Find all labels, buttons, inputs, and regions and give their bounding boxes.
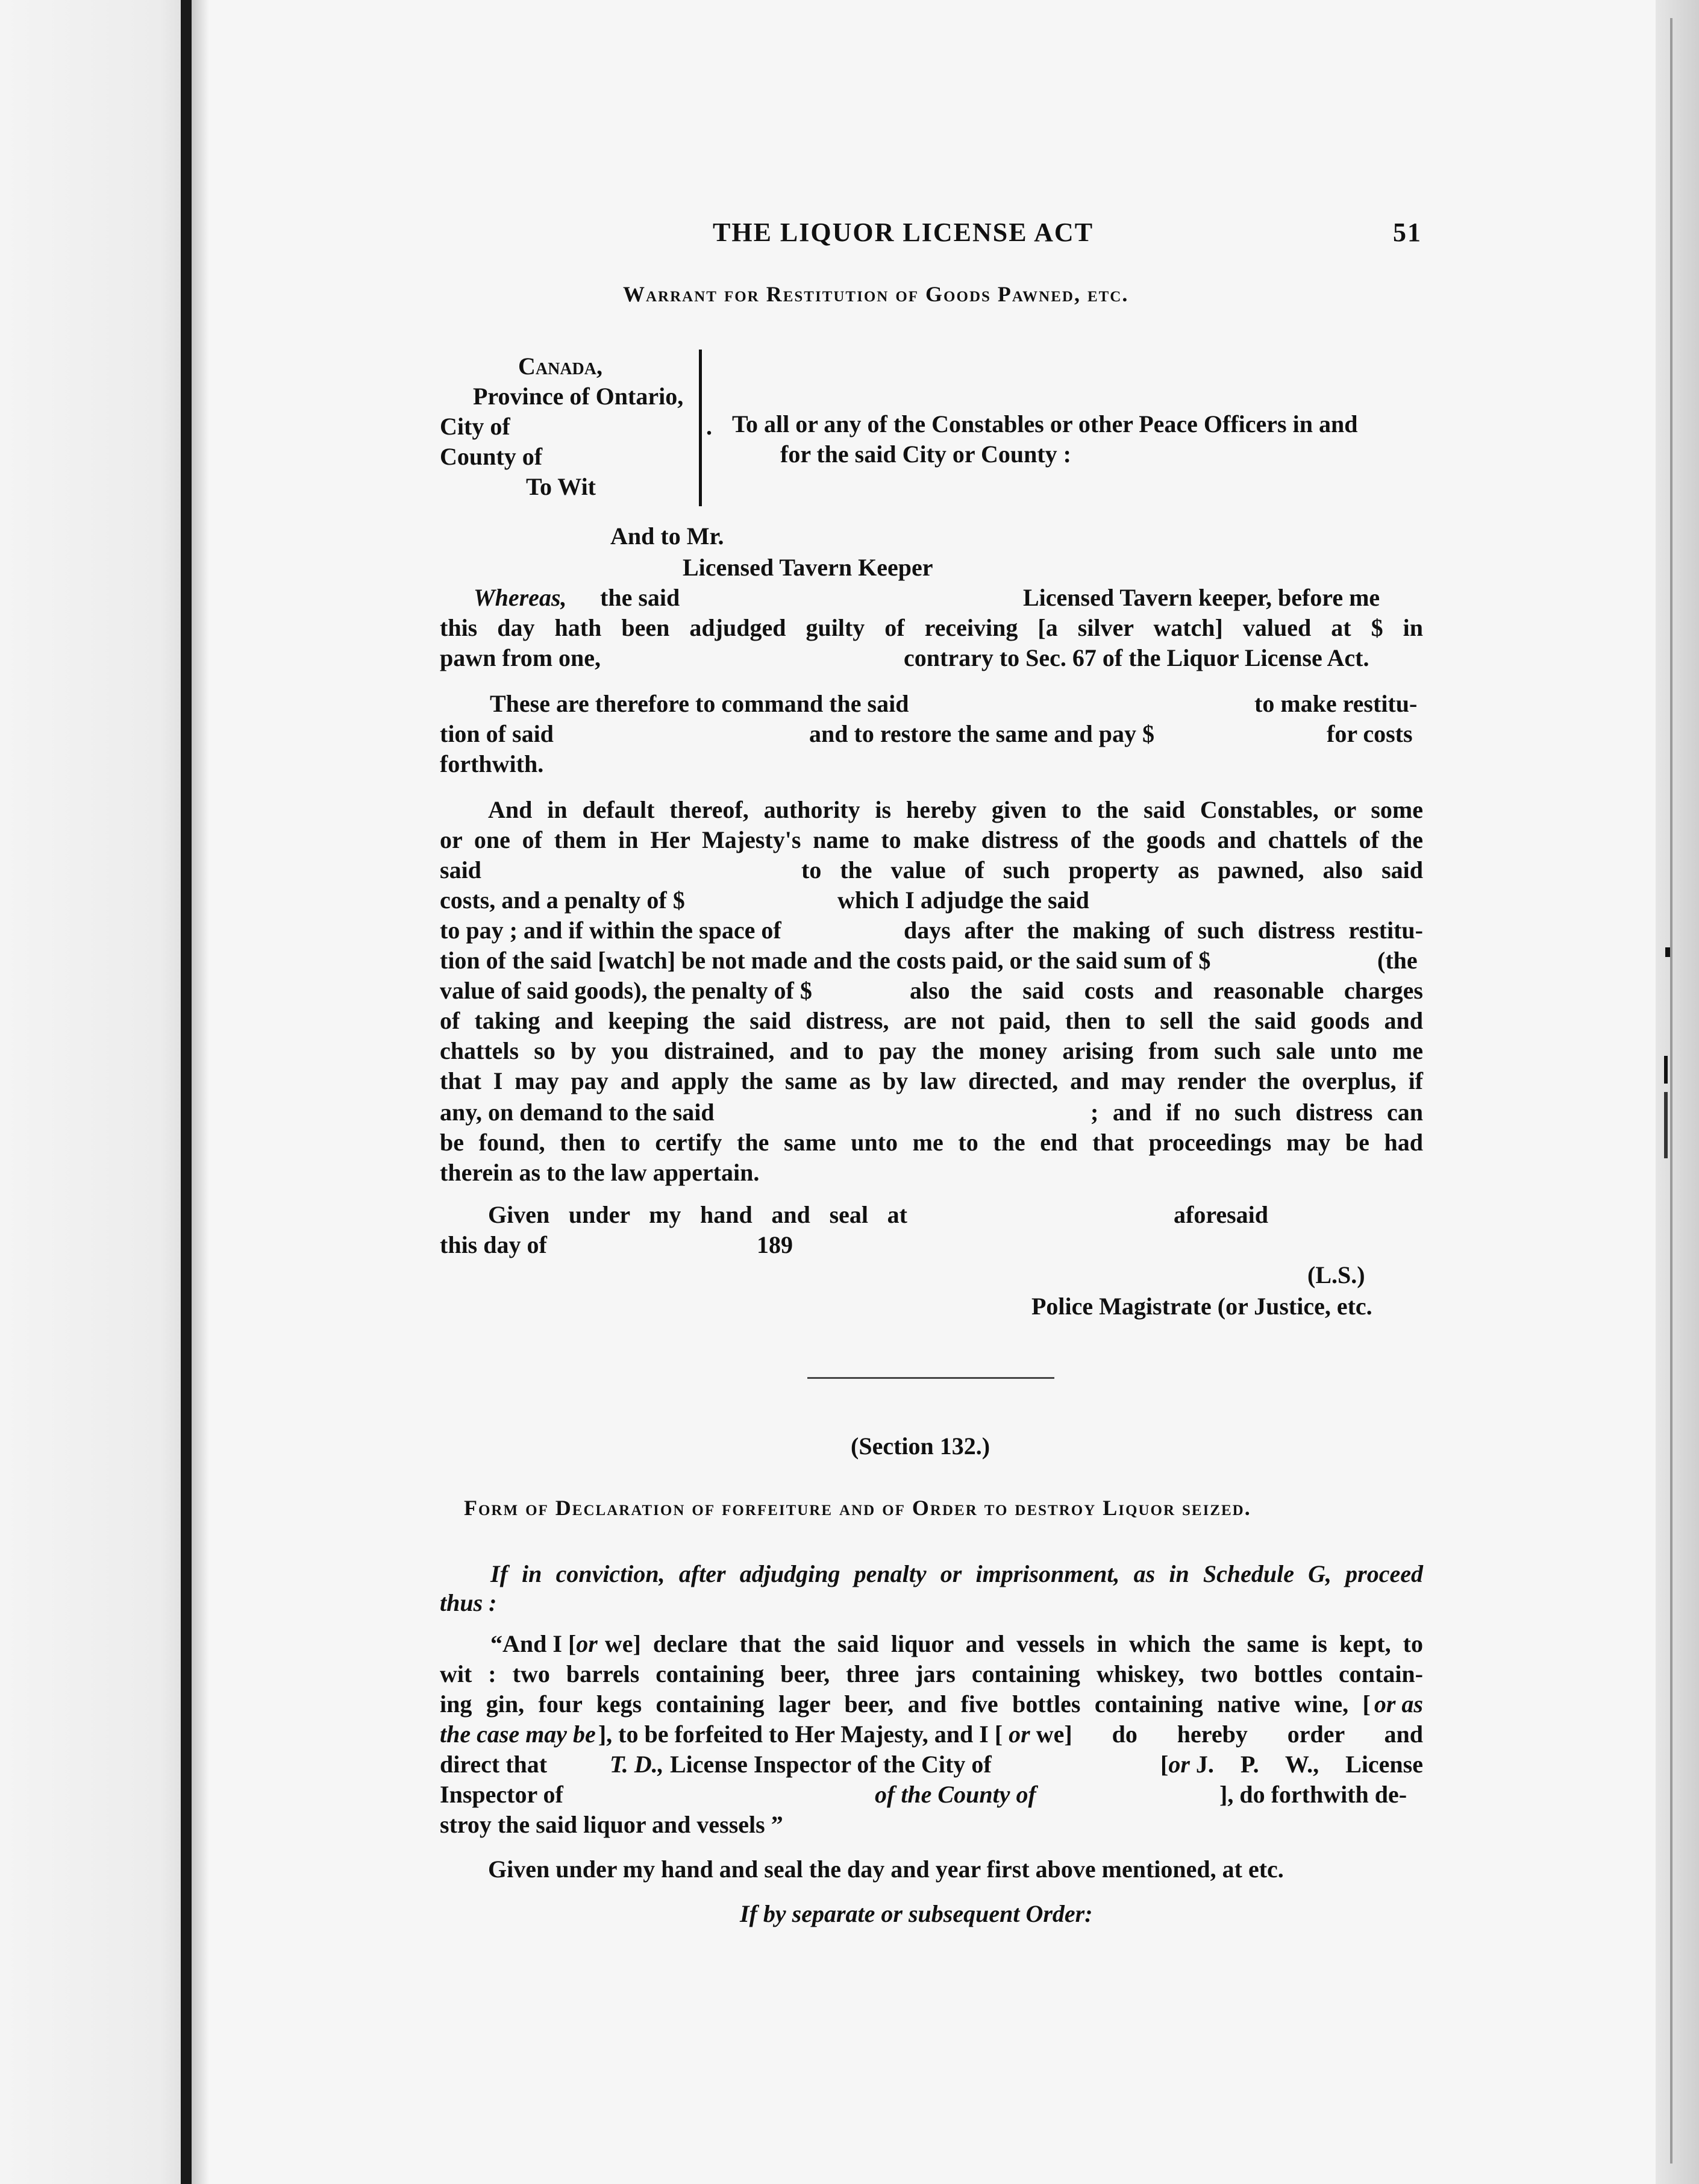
p1-line-2: this day hath been adjudged guilty of receiving [a silver watch] valued at $ in	[440, 614, 1423, 641]
p3-line-8: of taking and keeping the said distress, are not paid, then to sell the said goods and	[440, 1007, 1423, 1034]
address-line-1: To all or any of the Constables or other Peace Officers in and	[732, 410, 1358, 438]
decl-county-of: of the County of	[875, 1781, 1036, 1808]
intro-line-2: thus :	[440, 1589, 497, 1616]
venue-to-wit: To Wit	[526, 473, 596, 500]
section-given: Given under my hand and seal the day and year first above mentioned, at etc.	[488, 1856, 1284, 1883]
given-this-day: this day of	[440, 1231, 547, 1258]
decl-license-city: License Inspector of the City of	[670, 1751, 992, 1778]
p3-value-goods: value of said goods), the penalty of $	[440, 977, 812, 1004]
section-divider	[807, 1377, 1054, 1379]
p1-the-said: the said	[600, 584, 680, 611]
decl-direct: direct that	[440, 1751, 548, 1778]
p3-to-pay: to pay ; and if within the space of	[440, 917, 781, 944]
p3-said: said	[440, 856, 481, 883]
p3-penalty: costs, and a penalty of $	[440, 886, 685, 914]
page-edge-line	[1670, 18, 1672, 2164]
signature-line: Police Magistrate (or Justice, etc.	[1031, 1293, 1372, 1320]
p3-line-12: be found, then to certify the same unto me to the end that proceedings may be had	[440, 1129, 1423, 1156]
venue-canada: Canada,	[518, 353, 602, 380]
p2-command: These are therefore to command the said	[490, 690, 909, 717]
ls-seal: (L.S.)	[1307, 1261, 1365, 1288]
p3-line-2: or one of them in Her Majesty's name to make distress of the goods and chattels of the	[440, 826, 1423, 853]
decl-destroy: ], do forthwith de-	[1219, 1781, 1407, 1808]
p3-on-demand: any, on demand to the said	[440, 1099, 715, 1126]
p3-value: to the value of such property as pawned, also said	[801, 856, 1423, 883]
decl-line-3: ing gin, four kegs containing lager beer, and five bottles containing native wine, [ or as	[440, 1690, 1423, 1718]
section-heading: Form of Declaration of forfeiture and of Order to destroy Liquor seized.	[464, 1496, 1251, 1520]
venue-city: City of	[440, 413, 510, 440]
edge-speck	[1665, 947, 1670, 957]
p1-whereas: Whereas,	[474, 584, 567, 611]
p3-the: (the	[1377, 947, 1418, 974]
given-aforesaid: aforesaid	[1174, 1201, 1269, 1228]
book-spine	[0, 0, 200, 2184]
intro-line-1: If in conviction, after adjudging penalty or imprisonment, as in Schedule G, proceed	[490, 1560, 1423, 1587]
licensed-keeper: Licensed Tavern Keeper	[683, 554, 933, 581]
p3-line-10: that I may pay and apply the same as by law directed, and may render the overplus, if	[440, 1067, 1423, 1094]
p1-licensed-keeper: Licensed Tavern keeper, before me	[1023, 584, 1380, 611]
edge-speck	[1664, 1092, 1668, 1158]
decl-inspector-of: Inspector of	[440, 1781, 563, 1808]
decl-line-1: “And I [or we] declare that the said liquor and vessels in which the same is kept, to	[490, 1630, 1423, 1657]
address-line-2: for the said City or County :	[780, 441, 1071, 468]
page-edge-right	[1656, 0, 1699, 2184]
venue-province: Province of Ontario,	[473, 383, 684, 410]
venue-brace	[699, 350, 702, 506]
p3-no-distress: ; and if no such distress can	[1090, 1099, 1423, 1126]
p2-tion-of-said: tion of said	[440, 720, 554, 747]
p2-restore: and to restore the same and pay $	[809, 720, 1154, 747]
p3-adjudge: which I adjudge the said	[837, 886, 1089, 914]
edge-speck	[1664, 1056, 1668, 1084]
decl-line-4: the case may be ], to be forfeited to Her Majesty, and I [ or we] do hereby order and	[440, 1721, 1423, 1748]
p1-contrary: contrary to Sec. 67 of the Liquor License Act.	[904, 644, 1369, 671]
page-number: 51	[1393, 218, 1422, 247]
spine-gradient	[192, 0, 210, 2184]
running-head-title: THE LIQUOR LICENSE ACT	[713, 218, 1094, 247]
section-label: (Section 132.)	[851, 1432, 990, 1460]
separate-order: If by separate or subsequent Order:	[740, 1900, 1093, 1927]
p1-pawn-from: pawn from one,	[440, 644, 601, 671]
given-under-hand: Given under my hand and seal at	[488, 1201, 907, 1228]
p3-watch: tion of the said [watch] be not made and the costs paid, or the said sum of $	[440, 947, 1211, 974]
decl-line-7: stroy the said liquor and vessels ”	[440, 1811, 783, 1838]
p2-forthwith: forthwith.	[440, 750, 544, 777]
p3-charges: also the said costs and reasonable charges	[910, 977, 1423, 1004]
decl-line-2: wit : two barrels containing beer, three jars containing whiskey, two bottles contain-	[440, 1660, 1423, 1687]
venue-county: County of	[440, 443, 543, 470]
spine-shadow-line	[181, 0, 192, 2184]
decl-td: T. D.,	[610, 1751, 664, 1778]
and-to-mr: And to Mr.	[610, 522, 724, 550]
p3-days: days after the making of such distress restitu-	[904, 917, 1423, 944]
given-year: 189	[757, 1231, 793, 1258]
p3-line-1: And in default thereof, authority is hereby given to the said Constables, or some	[488, 796, 1423, 823]
warrant-heading: Warrant for Restitution of Goods Pawned, etc.	[623, 282, 1129, 306]
decl-jpw: [ or J. P. W., License	[1160, 1751, 1423, 1778]
p3-line-9: chattels so by you distrained, and to pay the money arising from such sale unto me	[440, 1037, 1423, 1064]
p2-for-costs: for costs	[1327, 720, 1413, 747]
p3-line-13: therein as to the law appertain.	[440, 1159, 760, 1186]
p2-restitu: to make restitu-	[1254, 690, 1418, 717]
